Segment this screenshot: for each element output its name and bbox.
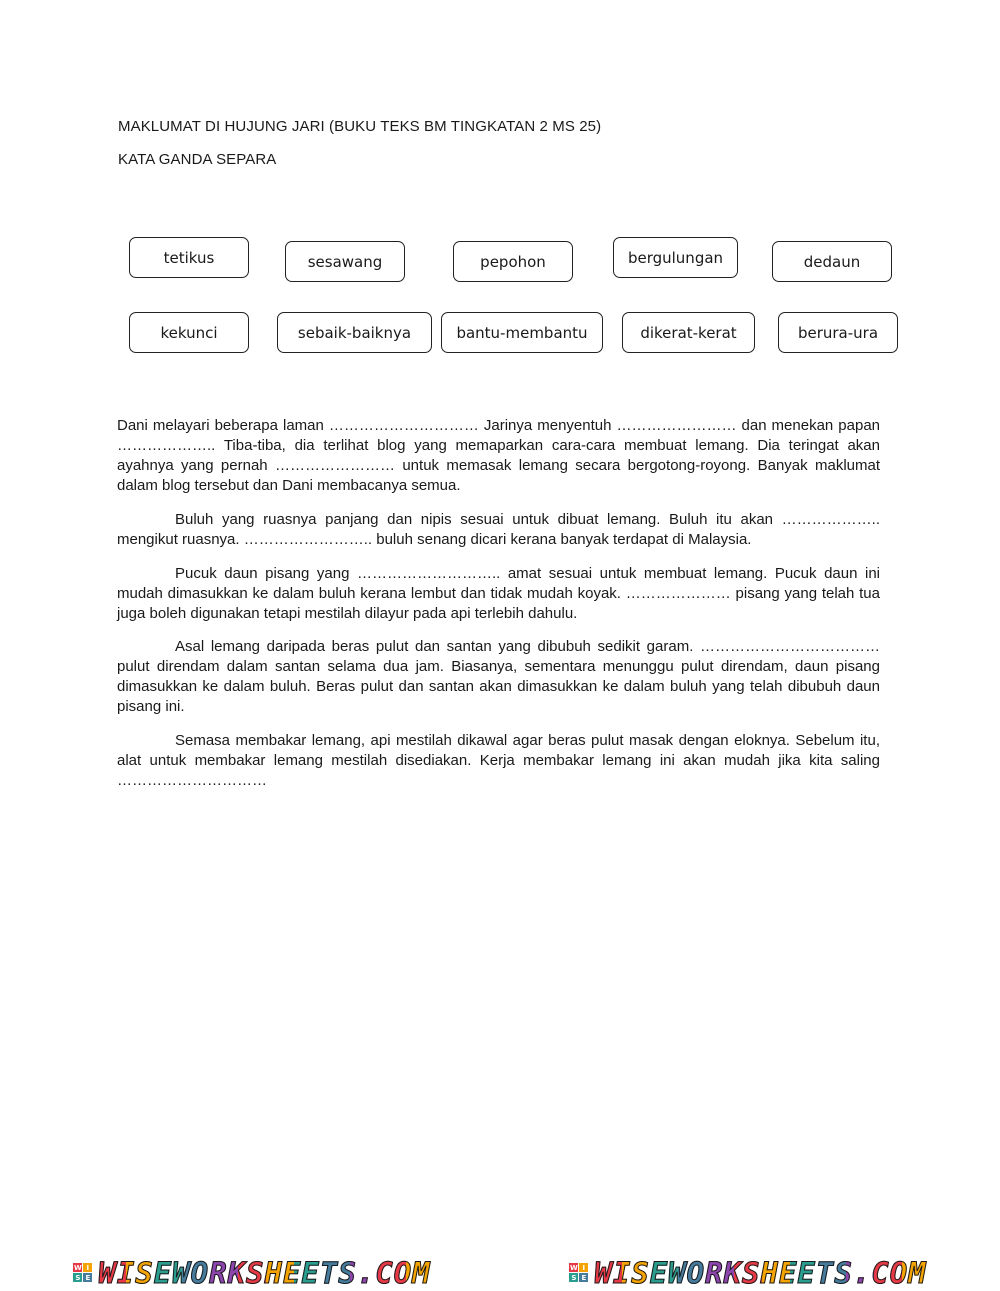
logo-letter: W <box>73 1263 82 1272</box>
brand-left <box>73 1256 430 1290</box>
word-box-pepohon[interactable]: pepohon <box>453 241 573 282</box>
logo-letter: W <box>569 1263 578 1272</box>
wise-logo-icon <box>569 1263 588 1282</box>
word-box-berura-ura[interactable]: berura-ura <box>778 312 898 353</box>
word-box-dikerat-kerat[interactable]: dikerat-kerat <box>622 312 755 353</box>
word-box-dedaun[interactable]: dedaun <box>772 241 892 282</box>
logo-letter: S <box>75 1273 81 1282</box>
word-box-kekunci[interactable]: kekunci <box>129 312 249 353</box>
logo-letter: I <box>579 1263 588 1272</box>
logo-letter: E <box>83 1273 92 1282</box>
logo-letter: I <box>83 1263 92 1272</box>
word-box-sesawang[interactable]: sesawang <box>285 241 405 282</box>
brand-text: WISEWORKSHEETS.COM <box>594 1255 927 1290</box>
page-subtitle: KATA GANDA SEPARA <box>118 151 277 168</box>
footer-watermark <box>0 1254 1000 1291</box>
page-title: MAKLUMAT DI HUJUNG JARI (BUKU TEKS BM TINGKATAN 2 MS 25) <box>118 118 602 135</box>
logo-letter: E <box>579 1273 588 1282</box>
passage-paragraph-4: Asal lemang daripada beras pulut dan santan yang dibubuh sedikit garam. ……………………………… pulut direndam dalam santan selama dua jam. Biasanya, sementara menunggu pulut direndam, daun pisang dimasukkan ke dalam buluh. Beras pulut dan santan akan dimasukkan ke dalam buluh yang telah dibubuh daun pisang ini. <box>117 638 880 715</box>
wise-logo-icon <box>73 1263 92 1282</box>
passage-paragraph-3: Pucuk daun pisang yang ……………………….. amat sesuai untuk membuat lemang. Pucuk daun ini mudah dimasukkan ke dalam buluh kerana lembut dan tidak mudah koyak. ………………… pisang yang telah tua juga boleh digunakan tetapi mestilah dilayur pada api terlebih dahulu. <box>117 565 880 622</box>
word-box-bantu-membantu[interactable]: bantu-membantu <box>441 312 603 353</box>
word-box-tetikus[interactable]: tetikus <box>129 237 249 278</box>
passage-paragraph-2: Buluh yang ruasnya panjang dan nipis sesuai untuk dibuat lemang. Buluh itu akan ……………….. mengikut ruasnya. …………………….. buluh senang dicari kerana banyak terdapat di Malaysia. <box>117 511 880 548</box>
logo-letter: S <box>571 1273 577 1282</box>
word-box-bergulungan[interactable]: bergulungan <box>613 237 738 278</box>
brand-text: WISEWORKSHEETS.COM <box>98 1255 431 1290</box>
passage-paragraph-5: Semasa membakar lemang, api mestilah dikawal agar beras pulut masak dengan eloknya. Sebelum itu, alat untuk membakar lemang mestilah disediakan. Kerja membakar lemang ini akan mudah jika kita saling ………………………… <box>117 732 880 789</box>
brand-right <box>569 1256 926 1290</box>
word-box-sebaik-baiknya[interactable]: sebaik-baiknya <box>277 312 432 353</box>
passage-paragraph-1: Dani melayari beberapa laman ………………………… Jarinya menyentuh …………………… dan menekan papan ……………….. Tiba-tiba, dia terlihat blog yang memaparkan cara-cara membuat lemang. Dia teringat akan ayahnya yang pernah …………………… untuk memasak lemang secara bergotong-royong. Banyak maklumat dalam blog tersebut dan Dani membacanya semua. <box>117 417 880 494</box>
